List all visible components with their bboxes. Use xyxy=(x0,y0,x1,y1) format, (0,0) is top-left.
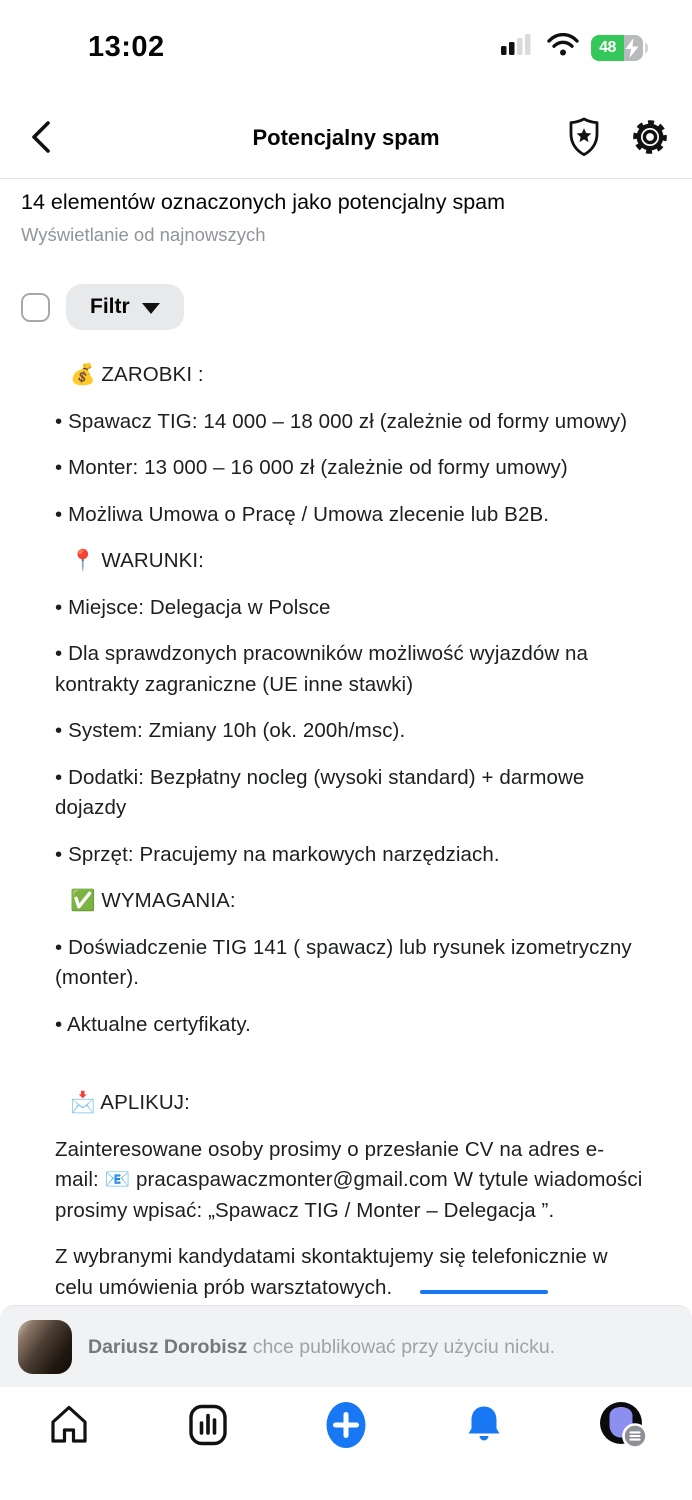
notice-message: chce publikować przy użyciu nicku. xyxy=(252,1335,556,1358)
post-paragraph: • Monter: 13 000 – 16 000 zł (zależnie od formy umowy) xyxy=(55,456,568,479)
filter-button-label: Filtr xyxy=(90,295,130,318)
tab-profile[interactable] xyxy=(588,1396,658,1456)
identity-notice-banner[interactable] xyxy=(0,1305,692,1387)
battery-charging-icon xyxy=(591,35,648,61)
post-paragraph: • Spawacz TIG: 14 000 – 18 000 zł (zależnie od formy umowy) xyxy=(55,409,628,433)
gear-icon xyxy=(629,116,671,161)
post-paragraph: 📩 APLIKUJ: xyxy=(70,1091,190,1114)
clock: 13:02 xyxy=(88,31,165,63)
post-paragraph: • Dla sprawdzonych pracowników możliwość wyjazdów na kontrakty zagraniczne (UE inne stawki) xyxy=(55,642,589,696)
dashboard-icon xyxy=(185,1403,231,1450)
page-title: Potencjalny spam xyxy=(252,125,440,150)
post-paragraph: Zainteresowane osoby prosimy o przesłanie CV na adres e-mail: 📧 pracaspawaczmonter@gmail.com W tytule wiadomości prosimy wpisać: „Spawacz TIG / Monter – Delegacja ”. xyxy=(55,1137,643,1222)
tab-dashboard[interactable] xyxy=(173,1396,243,1456)
battery-percent: 48 xyxy=(599,38,616,56)
profile-menu-icon xyxy=(597,1400,649,1453)
back-button[interactable] xyxy=(20,116,64,160)
spam-count-text: 14 elementów oznaczonych jako potencjalny spam xyxy=(21,190,506,214)
filter-button[interactable] xyxy=(66,284,184,330)
post-paragraph: 📍 WARUNKI: xyxy=(70,549,204,572)
avatar xyxy=(18,1320,72,1374)
post-paragraph: • Aktualne certyfikaty. xyxy=(55,1012,251,1036)
sort-order-text: Wyświetlanie od najnowszych xyxy=(21,224,266,245)
chevron-down-icon xyxy=(142,303,160,314)
user-name: Dariusz Dorobisz xyxy=(88,1335,248,1358)
tab-create[interactable] xyxy=(311,1396,381,1456)
shield-star-icon xyxy=(564,116,604,161)
notifications-bell-icon xyxy=(464,1403,504,1450)
identity-notice-text xyxy=(88,1334,555,1360)
active-tab-indicator xyxy=(420,1290,548,1294)
select-all-checkbox[interactable] xyxy=(21,293,50,322)
cellular-signal-icon xyxy=(501,33,535,62)
post-paragraph: Z wybranymi kandydatami skontaktujemy się telefonicznie w celu umówienia prób warsztatowych. xyxy=(55,1245,608,1299)
moderation-assist-button[interactable] xyxy=(562,116,606,160)
bottom-tab-bar xyxy=(0,1387,692,1500)
wifi-icon xyxy=(547,33,579,62)
spam-post-content[interactable] xyxy=(55,344,646,1303)
post-paragraph: 💰 ZAROBKI : xyxy=(70,363,204,386)
filter-row xyxy=(21,284,184,330)
nav-header xyxy=(0,100,692,176)
home-icon xyxy=(46,1403,92,1450)
subheader xyxy=(21,190,671,246)
tab-notifications[interactable] xyxy=(449,1396,519,1456)
post-paragraph: • Dodatki: Bezpłatny nocleg (wysoki standard) + darmowe dojazdy xyxy=(55,765,585,819)
post-paragraph: ✅ WYMAGANIA: xyxy=(70,889,236,912)
settings-button[interactable] xyxy=(628,116,672,160)
create-plus-icon xyxy=(322,1399,370,1454)
post-paragraph: • Doświadczenie TIG 141 ( spawacz) lub rysunek izometryczny (monter). xyxy=(55,935,632,989)
post-paragraph: • Miejsce: Delegacja w Polsce xyxy=(55,595,331,619)
tab-home[interactable] xyxy=(34,1396,104,1456)
header-divider xyxy=(0,178,692,179)
back-chevron-icon xyxy=(27,117,57,160)
post-paragraph: • System: Zmiany 10h (ok. 200h/msc). xyxy=(55,719,406,742)
post-paragraph: • Sprzęt: Pracujemy na markowych narzędziach. xyxy=(55,842,500,866)
status-bar xyxy=(0,0,692,70)
post-paragraph: • Możliwa Umowa o Pracę / Umowa zlecenie lub B2B. xyxy=(55,502,550,526)
